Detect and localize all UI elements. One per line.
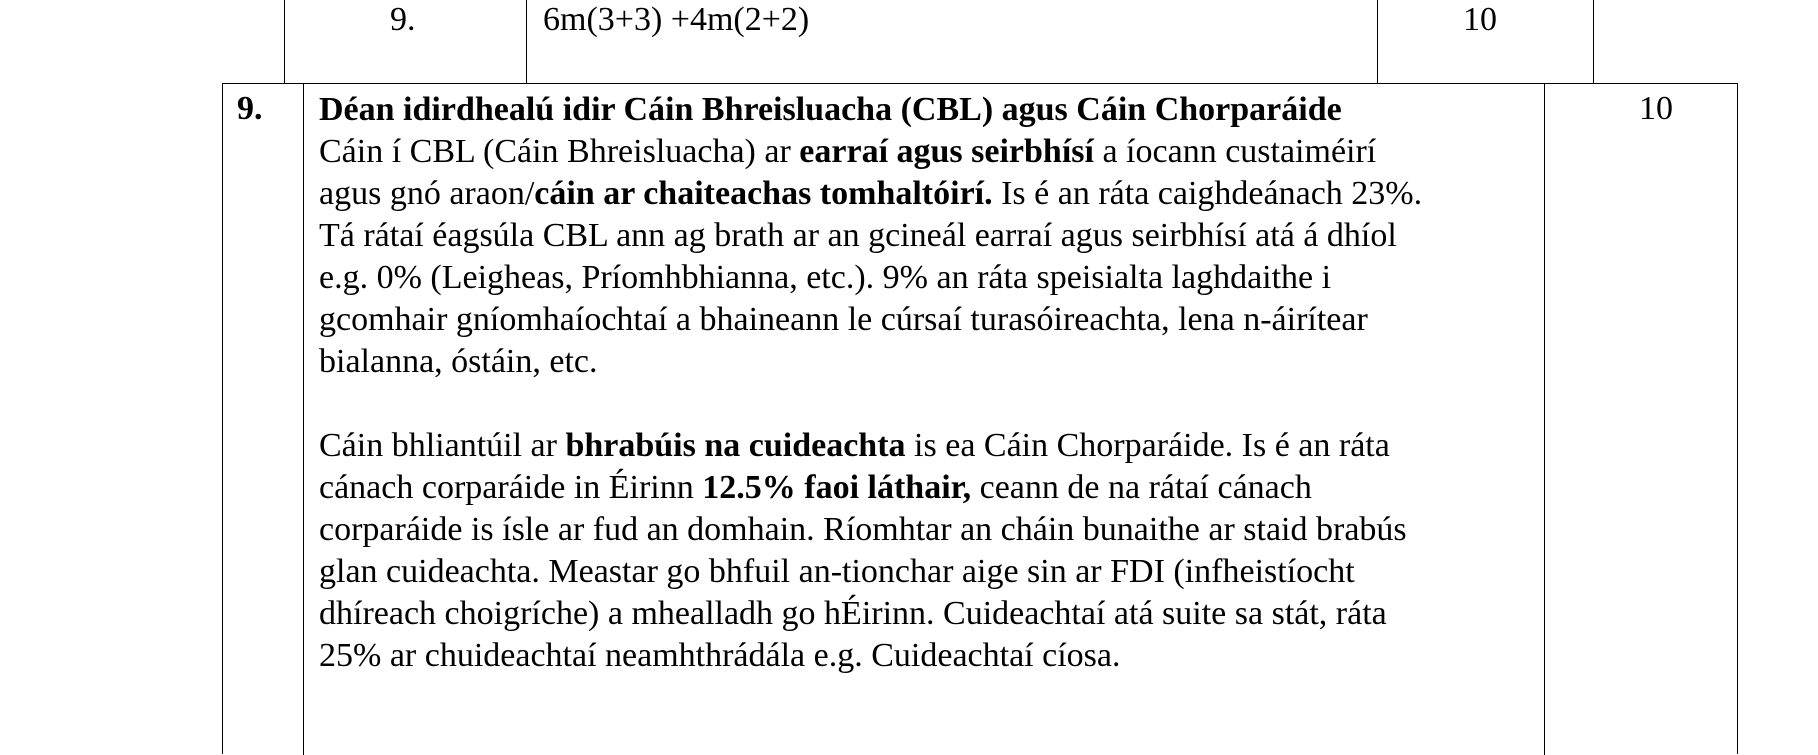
text-line: bialanna, óstáin, etc. — [319, 343, 598, 380]
text-line: 25% ar chuideachtaí neamhthrádála e.g. Cuideachtaí cíosa. — [319, 637, 1121, 674]
text-run: Is é an ráta caighdeánach 23%. — [992, 175, 1423, 212]
text-line: dhíreach choigríche) a mhealladh go hÉirinn. Cuideachtaí atá suite sa stát, ráta — [319, 595, 1387, 632]
text-run: Cáin bhliantúil ar — [319, 427, 566, 464]
text-line — [319, 467, 1759, 509]
text-line — [319, 131, 1759, 173]
previous-table-row — [0, 0, 1818, 83]
text-line: corparáide is ísle ar fud an domhain. Ríomhtar an cháin bunaithe ar staid brabús — [319, 511, 1407, 548]
text-run: is ea Cáin Chorparáide. Is é an ráta — [905, 427, 1390, 464]
row-number: 9. — [390, 1, 416, 38]
text-line: e.g. 0% (Leigheas, Príomhbhianna, etc.). 9% an ráta speisialta laghdaithe i — [319, 259, 1332, 296]
heading-text: Déan idirdhealú idir Cáin Bhreisluacha (CBL) agus Cáin Chorparáide — [319, 91, 1342, 128]
question-table — [222, 83, 1738, 754]
text-line — [319, 425, 1759, 467]
text-run: a íocann custaiméirí — [1093, 133, 1377, 170]
column-divider — [1593, 0, 1594, 83]
vat-paragraph — [319, 131, 1759, 383]
corporation-tax-paragraph — [319, 425, 1759, 677]
text-run: agus gnó araon/ — [319, 175, 535, 212]
row-marks: 10 — [1463, 1, 1497, 38]
text-run: cánach corparáide in Éirinn — [319, 469, 703, 506]
text-line: gcomhair gníomhaíochtaí a bhaineann le cúrsaí turasóireachta, lena n-áirítear — [319, 301, 1368, 338]
row-formula: 6m(3+3) +4m(2+2) — [543, 1, 810, 38]
column-divider — [526, 0, 527, 83]
text-line: glan cuideachta. Meastar go bhfuil an-tionchar aige sin ar FDI (infheistíocht — [319, 553, 1355, 590]
text-line — [319, 173, 1759, 215]
bold-text: 12.5% faoi láthair, — [702, 469, 972, 506]
column-divider — [303, 84, 304, 755]
question-number: 9. — [237, 90, 263, 127]
text-run: ceann de na rátaí cánach — [971, 469, 1312, 506]
bold-text: cáin ar chaiteachas tomhaltóirí. — [534, 175, 993, 212]
bold-text: bhrabúis na cuideachta — [565, 427, 906, 464]
answer-cell — [319, 89, 1759, 677]
column-divider — [1377, 0, 1378, 83]
column-divider — [284, 0, 285, 83]
bold-text: earraí agus seirbhísí — [799, 133, 1094, 170]
question-marks: 10 — [1639, 90, 1673, 127]
text-run: Cáin í CBL (Cáin Bhreisluacha) ar — [319, 133, 800, 170]
text-line: Tá rátaí éagsúla CBL ann ag brath ar an gcineál earraí agus seirbhísí atá á dhíol — [319, 217, 1397, 254]
question-heading — [319, 89, 1759, 131]
